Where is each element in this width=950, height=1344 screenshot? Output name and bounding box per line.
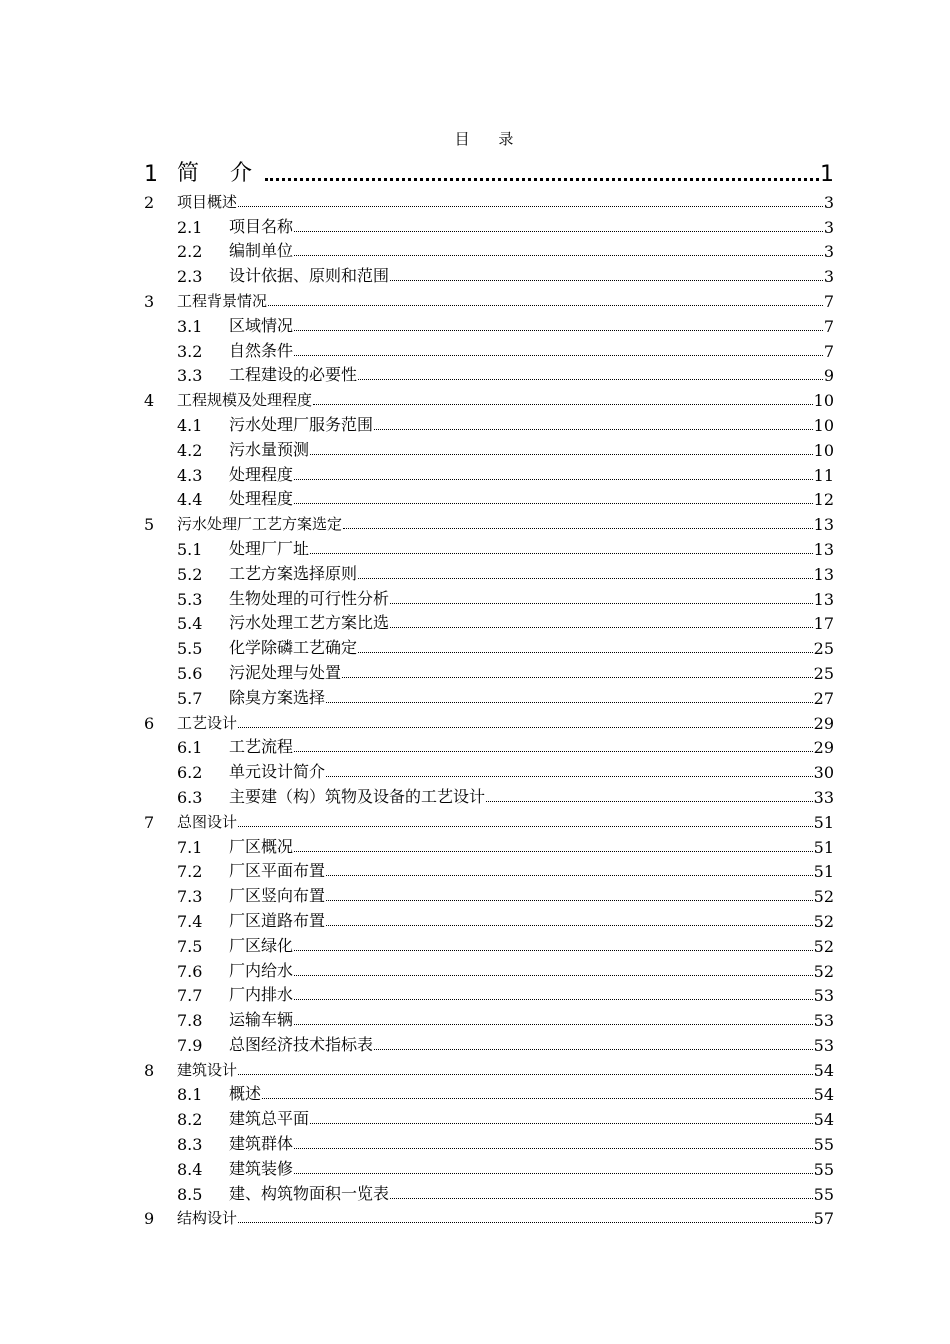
toc-dot-leader [310,1123,813,1124]
toc-entry-title: 单元设计简介 [229,762,326,782]
toc-entry[interactable] [144,1129,834,1154]
toc-entry-number: 3.3 [177,366,203,386]
toc-entry-title: 建筑装修 [229,1158,294,1178]
toc-entry-number: 7.5 [177,936,203,956]
toc-dot-leader [374,1049,813,1050]
toc-entry-page: 25 [813,663,834,683]
toc-entry-number: 8.2 [177,1110,203,1130]
toc-entry[interactable] [144,708,834,733]
toc-entry-number: 7.2 [177,862,203,882]
toc-entry-number: 5.2 [177,564,203,584]
toc-entry-title: 处理厂厂址 [229,538,310,558]
toc-entry-page: 1 [820,162,834,187]
toc-dot-leader [294,1024,813,1025]
toc-dot-leader [294,975,813,976]
toc-entry-number: 4 [144,391,155,411]
toc-entry[interactable] [144,261,834,286]
toc-entry[interactable] [144,782,834,807]
toc-dot-leader [238,1074,813,1075]
toc-dot-leader [390,603,813,604]
toc-entry-title: 结构设计 [177,1209,238,1228]
toc-entry[interactable] [144,1204,834,1229]
toc-dot-leader [374,429,813,430]
toc-entry-title: 编制单位 [229,241,294,261]
toc-entry-number: 8.4 [177,1159,203,1179]
toc-entry[interactable] [144,361,834,386]
toc-entry-title: 总图设计 [177,812,238,831]
table-of-contents [144,158,834,1228]
toc-entry[interactable] [144,609,834,634]
toc-entry-title: 厂区竖向布置 [229,886,326,906]
toc-entry-number: 5.6 [177,663,203,683]
toc-dot-leader [294,1173,813,1174]
toc-entry[interactable] [144,509,834,534]
toc-entry-title: 污水量预测 [229,439,310,459]
toc-entry-page: 17 [813,614,834,634]
toc-entry-page: 3 [823,267,834,287]
toc-dot-leader [262,1098,813,1099]
toc-entry[interactable] [144,385,834,410]
toc-entry-page: 3 [823,242,834,262]
toc-dot-leader [268,305,823,306]
toc-entry[interactable] [144,733,834,758]
toc-entry[interactable] [144,981,834,1006]
toc-entry-title: 建筑群体 [229,1134,294,1154]
toc-entry[interactable] [144,931,834,956]
toc-entry-page: 7 [823,316,834,336]
toc-entry-title: 处理程度 [229,464,294,484]
toc-entry-title: 项目名称 [229,216,294,236]
toc-dot-leader [294,479,813,480]
toc-entry-title: 化学除磷工艺确定 [229,638,358,658]
toc-entry-number: 8.1 [177,1085,203,1105]
toc-entry-page: 12 [813,490,834,510]
toc-entry[interactable] [144,633,834,658]
toc-entry-number: 1 [144,162,158,187]
toc-dot-leader [310,454,813,455]
toc-entry-number: 5.5 [177,639,203,659]
toc-dot-leader [238,1222,813,1223]
toc-entry-number: 5.1 [177,539,203,559]
toc-entry-page: 55 [813,1159,834,1179]
toc-entry-number: 3 [144,291,155,311]
toc-dot-leader [390,1198,813,1199]
toc-entry[interactable] [144,1080,834,1105]
toc-entry-page: 9 [823,366,834,386]
toc-entry-title: 工程建设的必要性 [229,365,358,385]
toc-entry-title: 生物处理的可行性分析 [229,588,390,608]
toc-entry-title: 区域情况 [229,315,294,335]
toc-entry-page: 29 [813,738,834,758]
toc-entry-page: 52 [813,936,834,956]
toc-dot-leader [390,280,823,281]
toc-entry-page: 54 [813,1060,834,1080]
toc-entry-title: 工程背景情况 [177,291,268,310]
toc-entry-number: 9 [144,1209,155,1229]
toc-entry[interactable] [144,311,834,336]
toc-dot-leader [486,801,813,802]
toc-entry-page: 10 [813,391,834,411]
toc-entry-page: 30 [813,763,834,783]
toc-entry-number: 3.2 [177,341,203,361]
toc-entry-title: 概述 [229,1084,262,1104]
toc-dot-leader [326,900,813,901]
toc-entry[interactable] [144,807,834,832]
toc-entry-page: 53 [813,986,834,1006]
toc-entry[interactable] [144,187,834,212]
toc-entry-page: 10 [813,440,834,460]
toc-entry-number: 6.2 [177,763,203,783]
toc-entry-number: 4.4 [177,490,203,510]
toc-entry[interactable] [144,1055,834,1080]
toc-entry-title: 厂内给水 [229,960,294,980]
toc-entry-page: 25 [813,639,834,659]
toc-dot-leader [326,875,813,876]
toc-entry-title: 设计依据、原则和范围 [229,266,390,286]
toc-dot-leader [326,925,813,926]
toc-entry[interactable] [144,237,834,262]
toc-entry-number: 4.1 [177,415,203,435]
toc-entry-page: 55 [813,1184,834,1204]
toc-entry-title: 运输车辆 [229,1010,294,1030]
toc-dot-leader [294,950,813,951]
toc-entry-title: 厂区概况 [229,836,294,856]
toc-entry-number: 7.4 [177,911,203,931]
toc-dot-leader [238,727,813,728]
toc-entry[interactable] [144,757,834,782]
toc-entry-number: 7.9 [177,1035,203,1055]
toc-entry-page: 3 [823,217,834,237]
toc-entry-number: 7.8 [177,1011,203,1031]
toc-entry[interactable] [144,658,834,683]
toc-entry[interactable] [144,534,834,559]
toc-dot-leader [294,355,823,356]
toc-entry[interactable] [144,1154,834,1179]
toc-entry-number: 7.6 [177,961,203,981]
toc-entry[interactable] [144,881,834,906]
toc-dot-leader [294,503,813,504]
toc-dot-leader [310,553,813,554]
toc-entry[interactable] [144,410,834,435]
toc-entry-title: 厂区道路布置 [229,910,326,930]
toc-entry-number: 6 [144,713,155,733]
toc-entry[interactable] [144,1030,834,1055]
toc-entry[interactable] [144,584,834,609]
toc-dot-leader [294,999,813,1000]
toc-entry-title: 厂区绿化 [229,935,294,955]
toc-dot-leader [313,404,813,405]
toc-dot-leader [238,206,823,207]
toc-entry-title: 建筑总平面 [229,1109,310,1129]
toc-entry-number: 2.1 [177,217,203,237]
toc-entry-page: 52 [813,961,834,981]
toc-entry[interactable] [144,956,834,981]
toc-entry-number: 2.2 [177,242,203,262]
toc-entry-title: 简 介 [177,161,264,186]
toc-entry-number: 2 [144,192,155,212]
toc-entry-title: 建、构筑物面积一览表 [229,1183,390,1203]
toc-dot-leader [265,178,819,181]
toc-entry-number: 7.1 [177,837,203,857]
toc-entry-page: 7 [823,291,834,311]
toc-entry-page: 51 [813,812,834,832]
toc-entry[interactable] [144,857,834,882]
toc-entry-title: 工艺方案选择原则 [229,563,358,583]
toc-entry-title: 总图经济技术指标表 [229,1034,374,1054]
toc-entry-page: 7 [823,341,834,361]
toc-entry-page: 53 [813,1035,834,1055]
toc-entry[interactable] [144,336,834,361]
toc-entry[interactable] [144,906,834,931]
toc-entry-title: 建筑设计 [177,1060,238,1079]
toc-entry-number: 7.3 [177,887,203,907]
toc-entry-page: 11 [813,465,834,485]
toc-entry[interactable] [144,683,834,708]
toc-entry[interactable] [144,286,834,311]
toc-entry[interactable] [144,1005,834,1030]
toc-entry-page: 13 [813,564,834,584]
toc-entry-page: 52 [813,911,834,931]
toc-entry-page: 27 [813,688,834,708]
toc-entry[interactable] [144,832,834,857]
toc-entry-number: 8 [144,1060,155,1080]
toc-dot-leader [326,776,813,777]
toc-entry[interactable] [144,1179,834,1204]
toc-entry-page: 51 [813,837,834,857]
toc-entry-title: 处理程度 [229,489,294,509]
toc-entry-number: 5.4 [177,614,203,634]
toc-dot-leader [294,751,813,752]
toc-entry-title: 工程规模及处理程度 [177,391,313,410]
toc-entry-title: 污水处理厂服务范围 [229,414,374,434]
toc-entry-number: 7 [144,812,155,832]
toc-entry-title: 主要建（构）筑物及设备的工艺设计 [229,786,486,806]
toc-entry-page: 51 [813,862,834,882]
toc-entry-page: 13 [813,515,834,535]
toc-entry-number: 8.3 [177,1135,203,1155]
toc-entry-page: 13 [813,589,834,609]
toc-dot-leader [294,851,813,852]
toc-dot-leader [358,652,813,653]
toc-entry[interactable] [144,559,834,584]
toc-entry-number: 2.3 [177,267,203,287]
toc-entry-page: 53 [813,1011,834,1031]
toc-dot-leader [342,677,813,678]
toc-entry-title: 项目概述 [177,192,238,211]
toc-dot-leader [294,255,823,256]
toc-entry-page: 55 [813,1135,834,1155]
toc-dot-leader [294,330,823,331]
toc-entry-page: 54 [813,1110,834,1130]
toc-entry-title: 除臭方案选择 [229,687,326,707]
toc-dot-leader [294,231,823,232]
toc-entry-number: 8.5 [177,1184,203,1204]
toc-entry[interactable] [144,435,834,460]
toc-entry[interactable] [144,485,834,510]
toc-entry-number: 5 [144,515,155,535]
toc-dot-leader [326,702,813,703]
toc-entry-page: 3 [823,192,834,212]
toc-entry-number: 6.1 [177,738,203,758]
toc-entry[interactable] [144,212,834,237]
toc-entry[interactable] [144,460,834,485]
toc-entry-number: 6.3 [177,787,203,807]
toc-entry-page: 33 [813,787,834,807]
toc-entry[interactable] [144,158,834,187]
toc-dot-leader [358,578,813,579]
toc-entry-page: 57 [813,1209,834,1229]
toc-entry-title: 厂区平面布置 [229,861,326,881]
toc-entry-page: 54 [813,1085,834,1105]
toc-entry-title: 污水处理工艺方案比选 [229,613,390,633]
toc-dot-leader [343,528,813,529]
toc-entry-number: 4.2 [177,440,203,460]
toc-entry-number: 4.3 [177,465,203,485]
toc-entry-title: 污水处理厂工艺方案选定 [177,515,343,534]
toc-dot-leader [294,1148,813,1149]
toc-entry-title: 自然条件 [229,340,294,360]
toc-entry-page: 13 [813,539,834,559]
toc-entry-title: 厂内排水 [229,985,294,1005]
toc-dot-leader [390,627,813,628]
toc-entry[interactable] [144,1104,834,1129]
toc-entry-number: 5.3 [177,589,203,609]
toc-entry-page: 52 [813,887,834,907]
toc-entry-number: 3.1 [177,316,203,336]
toc-entry-title: 工艺流程 [229,737,294,757]
toc-title: 目 录 [454,130,526,148]
toc-entry-page: 10 [813,415,834,435]
toc-entry-number: 5.7 [177,688,203,708]
toc-entry-title: 污泥处理与处置 [229,662,342,682]
toc-dot-leader [358,379,823,380]
toc-entry-title: 工艺设计 [177,713,238,732]
toc-entry-number: 7.7 [177,986,203,1006]
toc-dot-leader [238,826,813,827]
toc-entry-page: 29 [813,713,834,733]
